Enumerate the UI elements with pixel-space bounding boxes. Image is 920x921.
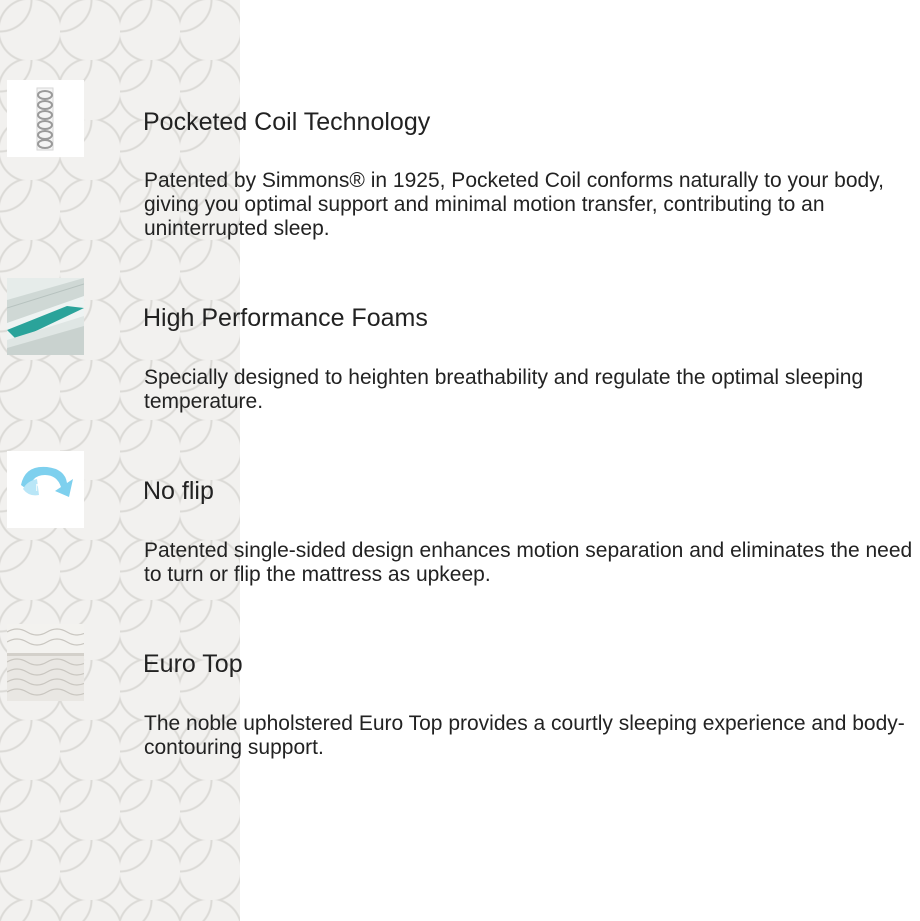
feature-description: Patented by Simmons® in 1925, Pocketed Coil conforms naturally to your body, giving you optimal support and minimal motion transfer, contributing to an uninterrupted sleep. <box>144 169 884 240</box>
feature-description: Patented single-sided design enhances motion separation and eliminates the need to turn or flip the mattress as upkeep. <box>144 539 913 586</box>
foam-layers-icon <box>7 278 84 355</box>
feature-description: Specially designed to heighten breathability and regulate the optimal sleeping temperature. <box>144 366 864 413</box>
feature-title: High Performance Foams <box>143 304 428 332</box>
feature-title: Pocketed Coil Technology <box>143 108 431 136</box>
no-flip-icon-label: NO <box>35 483 51 494</box>
feature-title: Euro Top <box>143 650 243 678</box>
feature-title: No flip <box>143 477 214 505</box>
feature-description: The noble upholstered Euro Top provides a courtly sleeping experience and body-contouring support. <box>144 712 905 759</box>
euro-top-icon <box>7 624 84 701</box>
no-flip-icon <box>7 451 84 528</box>
coil-icon <box>7 80 84 157</box>
